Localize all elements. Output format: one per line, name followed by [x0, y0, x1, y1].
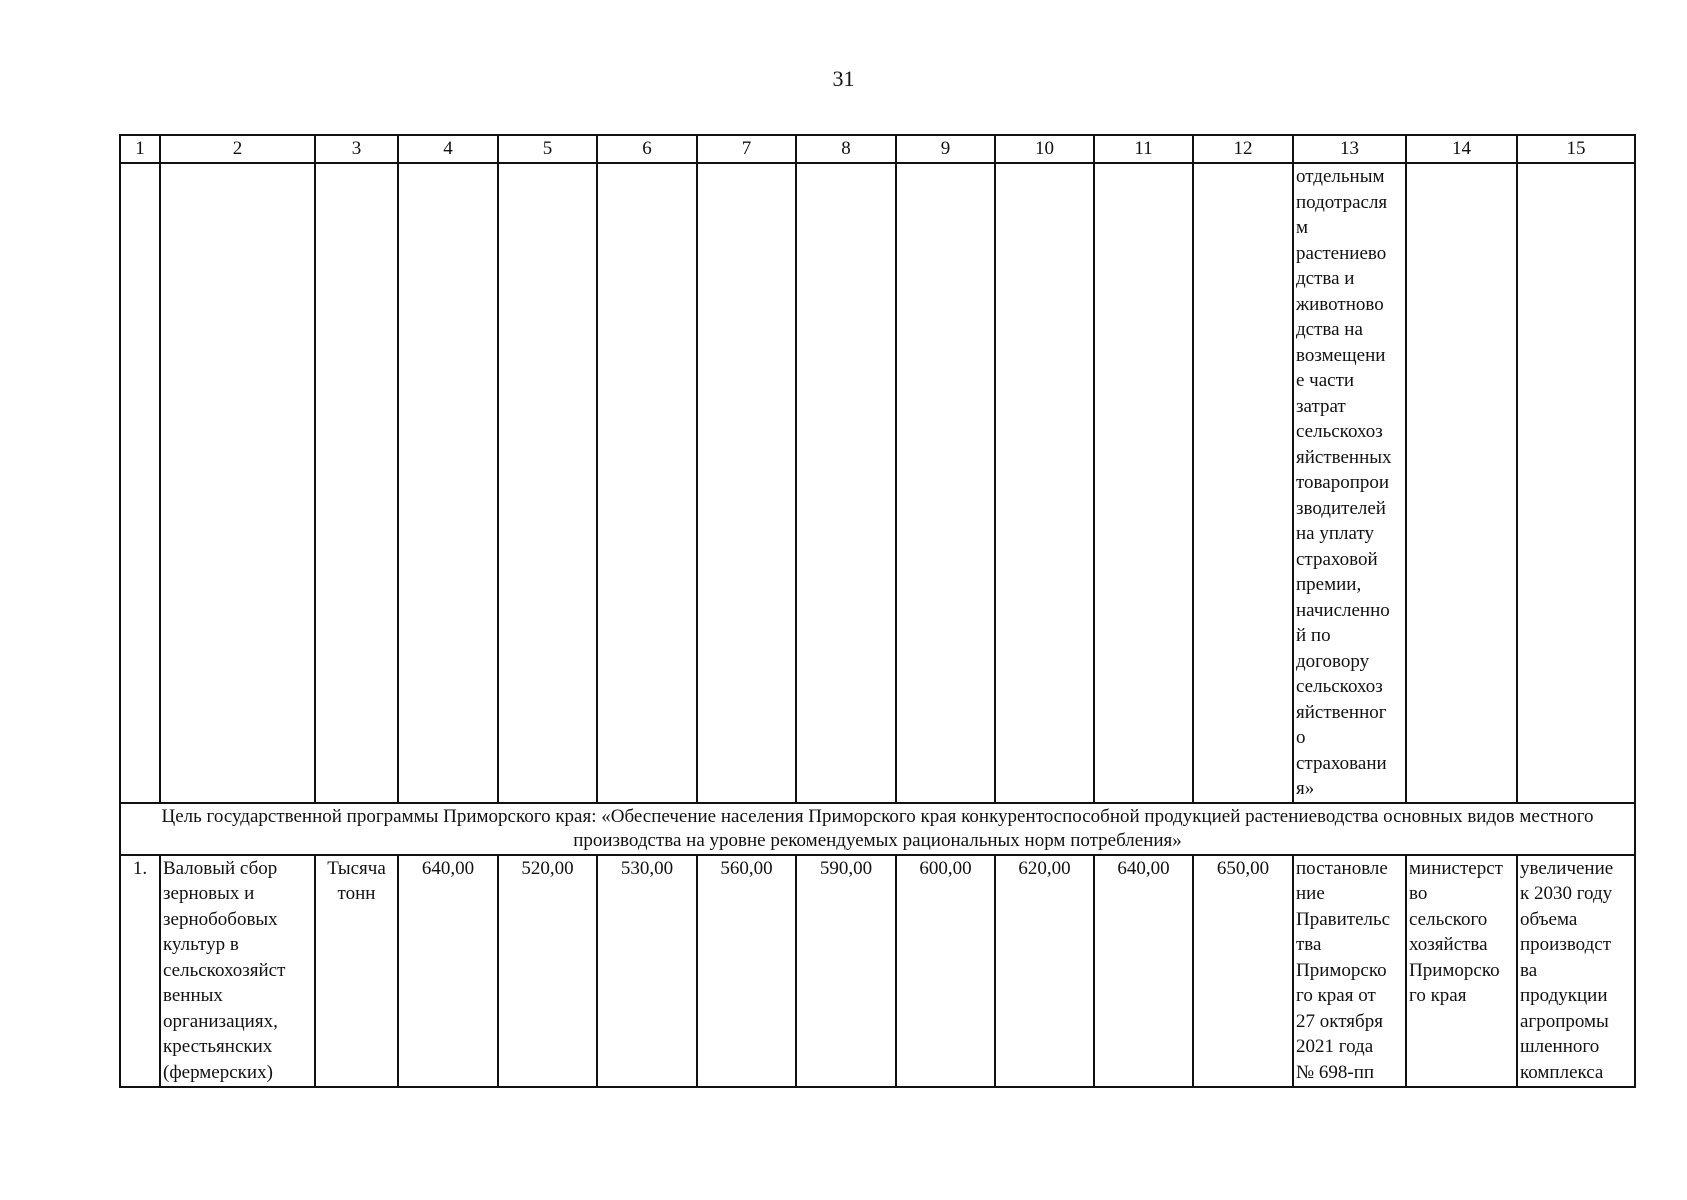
cell-line: 530,00: [620, 857, 674, 879]
cell-line: растениево: [1296, 242, 1387, 264]
column-number: 13: [1293, 135, 1406, 163]
empty-cell: [697, 163, 796, 803]
year-value: [1193, 855, 1293, 1087]
column-number: 9: [896, 135, 995, 163]
year-value: [498, 855, 597, 1087]
year-value: [697, 855, 796, 1087]
cell-line: я»: [1296, 778, 1315, 799]
column-number: 11: [1094, 135, 1193, 163]
column-number: 12: [1193, 135, 1293, 163]
column-number: 7: [697, 135, 796, 163]
column-number: 15: [1517, 135, 1635, 163]
year-value: [398, 855, 498, 1087]
cell-line: премии,: [1296, 574, 1362, 595]
cell-line: продукции: [1520, 985, 1608, 1006]
empty-cell: [1406, 163, 1517, 803]
expected-result: [1517, 855, 1635, 1087]
responsible-body: [1406, 855, 1517, 1087]
empty-cell: [995, 163, 1094, 803]
cell-line: дства и: [1296, 268, 1355, 289]
cell-line: 620,00: [1018, 857, 1071, 879]
column-number: 6: [597, 135, 697, 163]
cell-line: отдельным: [1296, 166, 1385, 187]
cell-line: м: [1296, 217, 1309, 238]
cell-line: 650,00: [1216, 857, 1270, 879]
cell-line: договору: [1296, 650, 1370, 672]
cell-line: хозяйства: [1409, 934, 1488, 955]
cell-line: страховой: [1296, 548, 1378, 570]
column-number: 3: [315, 135, 398, 163]
cell-line: министерст: [1409, 857, 1503, 879]
cell-line: увеличение: [1520, 857, 1614, 879]
cell-line: сельскохоз: [1296, 676, 1383, 697]
cell-line: (фермерских): [163, 1061, 273, 1083]
column-number: 4: [398, 135, 498, 163]
cell-line: й по: [1296, 625, 1331, 646]
column-number-row: [120, 135, 1635, 163]
indicator-name: [160, 855, 315, 1087]
empty-cell: [160, 163, 315, 803]
cell-line: подотрасля: [1296, 191, 1388, 213]
cell-line: ва: [1520, 959, 1538, 981]
cell-line: 520,00: [521, 857, 574, 879]
continuation-row: [120, 163, 1635, 803]
cell-line: зерновых и: [163, 883, 255, 904]
cell-line: о: [1296, 727, 1306, 748]
program-goal: Цель государственной программы Приморского края: «Обеспечение населения Приморского края конкурентоспособной продукцией растениеводства основных видов местного производства на уровне рекомендуемых рациональных норм потребления»: [120, 803, 1635, 855]
cell-line: го края: [1409, 985, 1467, 1006]
cell-line: 640,00: [1117, 857, 1170, 879]
cell-line: яйственног: [1296, 701, 1387, 723]
cell-line: сельского: [1409, 908, 1488, 930]
program-goal-row: [120, 803, 1635, 855]
cell-line: производст: [1520, 934, 1612, 955]
cell-line: зводителей: [1296, 497, 1386, 519]
cell-line: Приморско: [1409, 959, 1500, 981]
row-number: [120, 855, 160, 1087]
cell-line: Тысяча: [327, 857, 386, 879]
cell-line: Валовый сбор: [163, 857, 278, 879]
cell-line: 600,00: [919, 857, 972, 879]
cell-line: тонн: [337, 883, 376, 904]
cell-line: 1.: [132, 857, 148, 879]
indicators-table: [119, 134, 1636, 1088]
year-value: [597, 855, 697, 1087]
column-number: 10: [995, 135, 1094, 163]
cell-line: комплекса: [1520, 1061, 1604, 1083]
cell-line: 560,00: [720, 857, 773, 879]
source-document: [1293, 855, 1406, 1087]
year-value: [896, 855, 995, 1087]
cell-line: объема: [1520, 908, 1578, 930]
cell-line: организациях,: [163, 1010, 278, 1032]
cell-line: го края от: [1296, 985, 1376, 1006]
cell-line: ние: [1296, 883, 1325, 904]
table-row: [120, 855, 1635, 1087]
cell-line: на уплату: [1296, 523, 1374, 544]
cell-line: крестьянских: [163, 1036, 273, 1057]
cell-line: возмещени: [1296, 344, 1386, 366]
column-number: 5: [498, 135, 597, 163]
cell-line: е части: [1296, 370, 1355, 391]
cell-line: агропромы: [1520, 1010, 1609, 1032]
cell-line: сельскохоз: [1296, 421, 1383, 442]
column-number: 14: [1406, 135, 1517, 163]
cell-line: тва: [1296, 934, 1322, 955]
cell-line: 27 октября: [1296, 1010, 1383, 1032]
page-number: 31: [832, 66, 855, 91]
cell-line: во: [1409, 883, 1428, 904]
year-value: [995, 855, 1094, 1087]
cell-line: начисленно: [1296, 599, 1390, 621]
cell-line: яйственных: [1296, 446, 1392, 468]
empty-cell: [1094, 163, 1193, 803]
empty-cell: [796, 163, 896, 803]
cell-line: 2021 года: [1296, 1036, 1374, 1057]
column-number: 8: [796, 135, 896, 163]
cell-line: 590,00: [819, 857, 873, 879]
year-value: [796, 855, 896, 1087]
empty-cell: [597, 163, 697, 803]
empty-cell: [498, 163, 597, 803]
cell-line: культур в: [163, 934, 239, 955]
column-number: 1: [120, 135, 160, 163]
empty-cell: [896, 163, 995, 803]
empty-cell: [1193, 163, 1293, 803]
cell-line: дства на: [1296, 319, 1363, 340]
cell-line: страховани: [1296, 752, 1387, 774]
cell-line: постановле: [1296, 857, 1388, 879]
cell-line: № 698-пп: [1296, 1061, 1375, 1083]
cell-line: товаропрои: [1296, 472, 1390, 493]
cell-line: затрат: [1296, 395, 1346, 417]
empty-cell: [315, 163, 398, 803]
cell-line: шленного: [1520, 1036, 1600, 1057]
column-number: 2: [160, 135, 315, 163]
cell-line: к 2030 году: [1520, 883, 1613, 904]
empty-cell: [398, 163, 498, 803]
cell-line: животново: [1296, 293, 1384, 315]
cell-line: зернобобовых: [163, 908, 278, 930]
cell-line: 640,00: [421, 857, 475, 879]
cell-line: сельскохозяйст: [163, 959, 286, 981]
empty-cell: [1517, 163, 1635, 803]
cell-line: Приморско: [1296, 959, 1387, 981]
cell-line: Правительс: [1296, 908, 1391, 930]
cell-line: венных: [163, 985, 223, 1006]
continuation-cell-13: [1293, 163, 1406, 803]
year-value: [1094, 855, 1193, 1087]
empty-cell: [120, 163, 160, 803]
unit-of-measure: [315, 855, 398, 1087]
